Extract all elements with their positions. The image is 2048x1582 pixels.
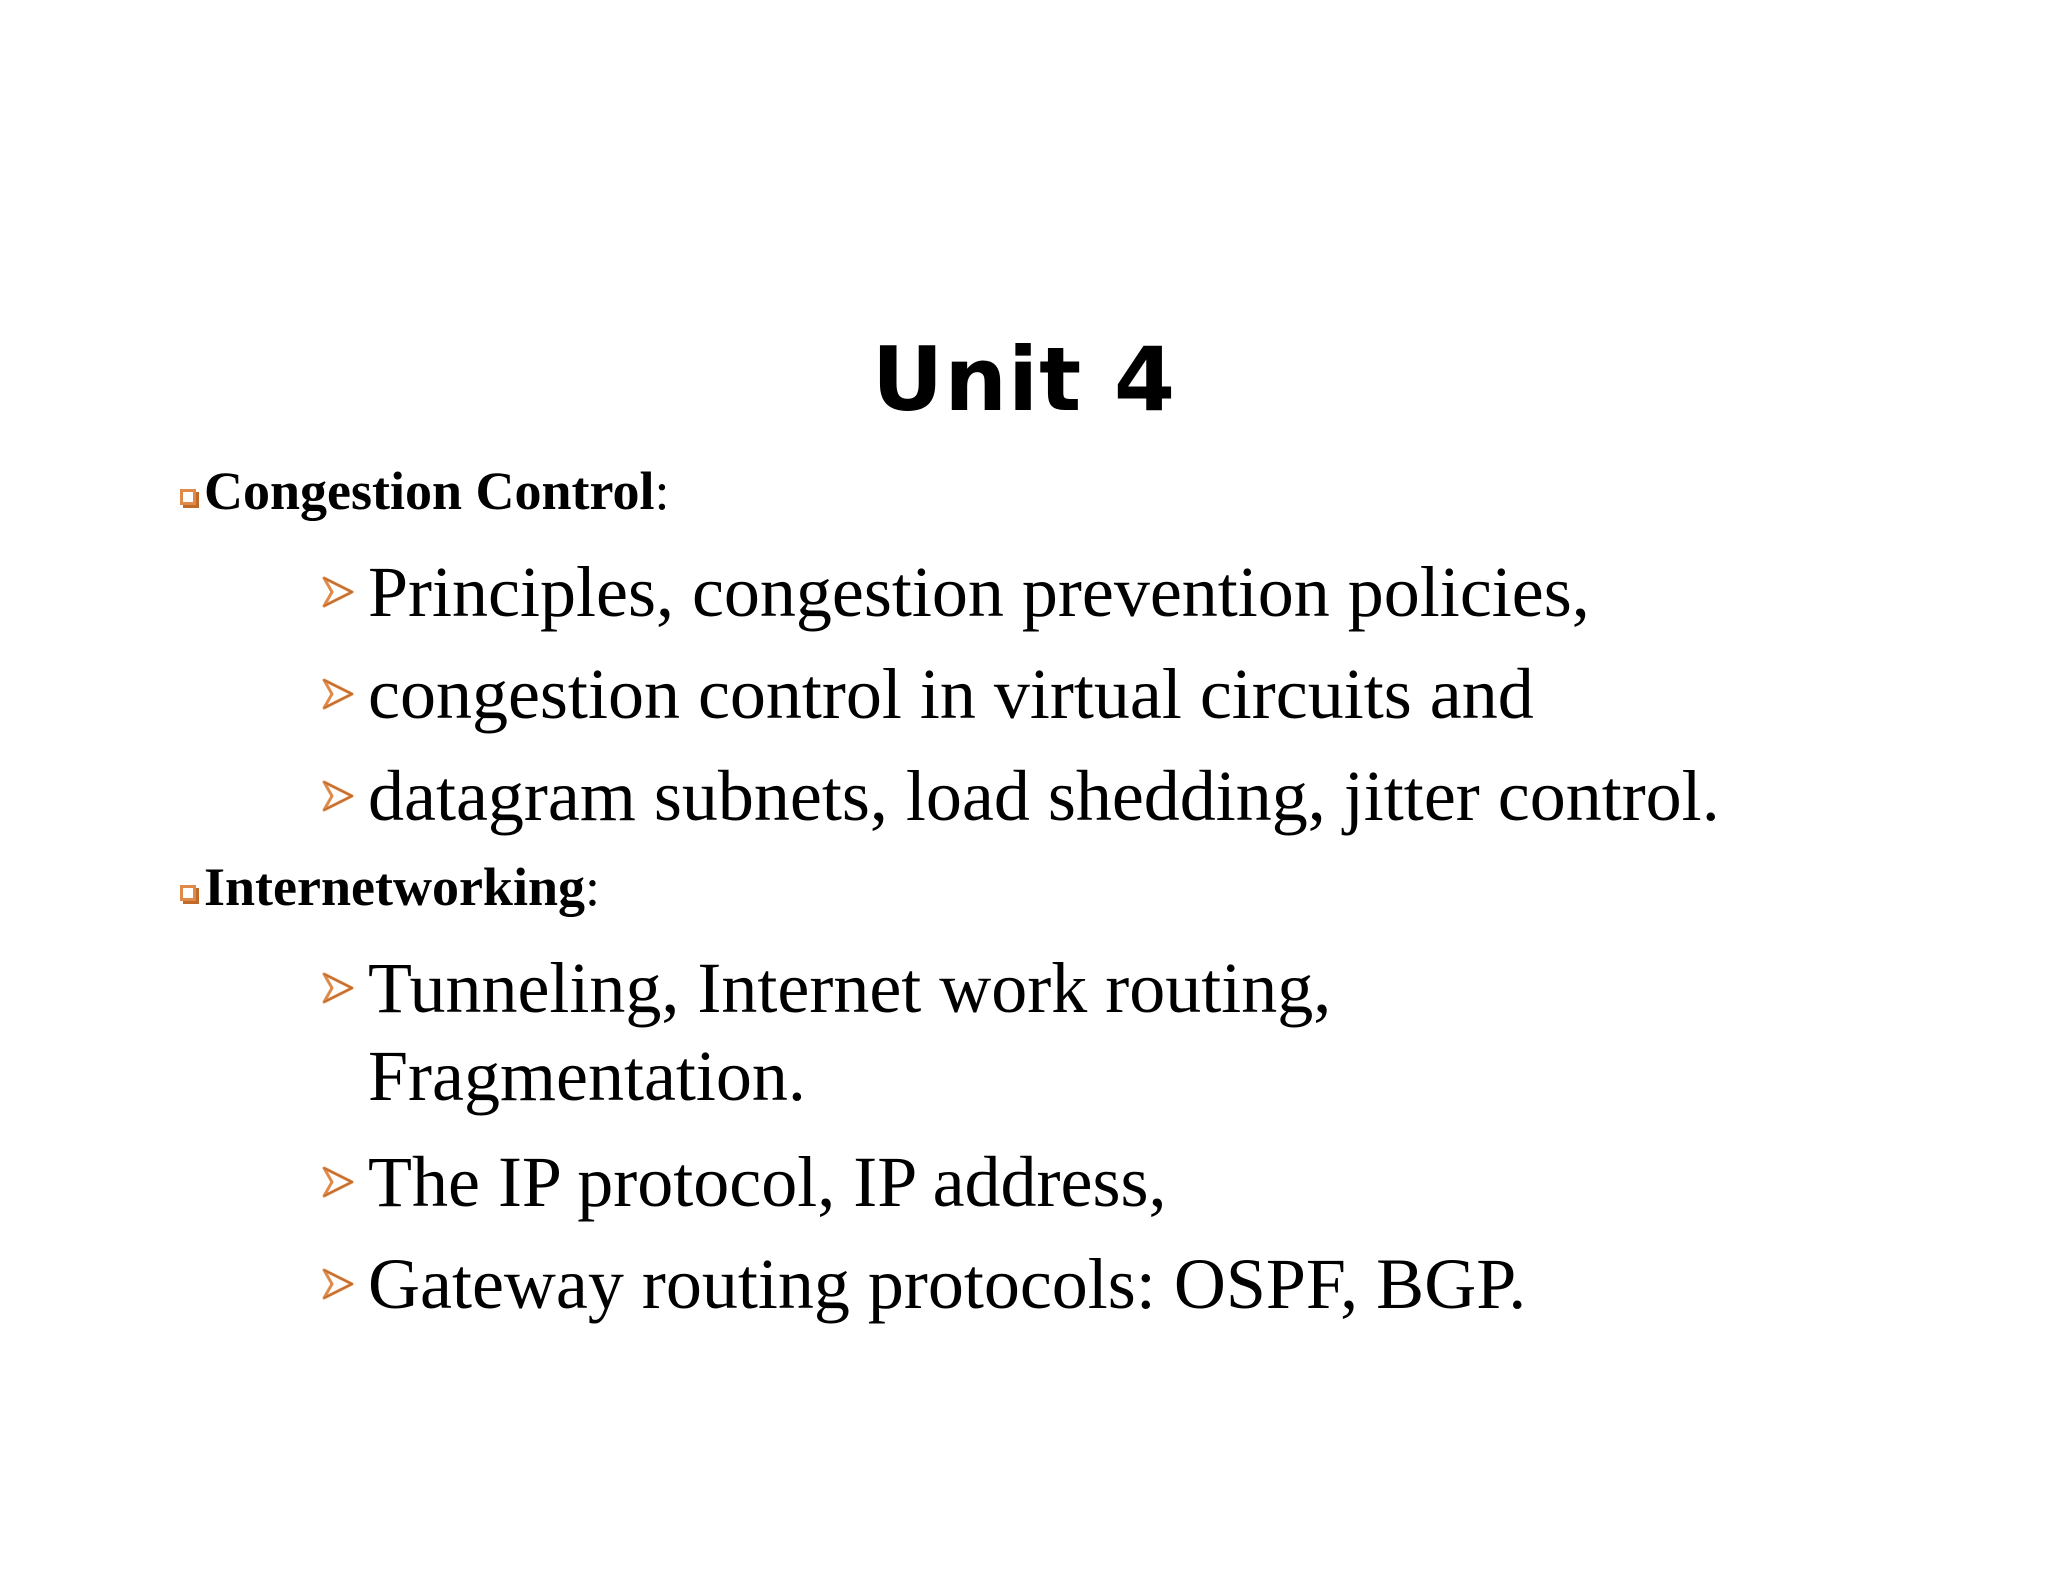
list-item xyxy=(320,548,1590,636)
list-item xyxy=(320,752,1720,840)
section-heading-internetworking xyxy=(180,856,600,918)
arrow-bullet-icon xyxy=(320,1266,360,1302)
section-heading-congestion-control xyxy=(180,460,670,522)
slide-title: Unit 4 xyxy=(871,328,1177,431)
list-item-text: The IP protocol, IP address, xyxy=(368,1142,1167,1222)
arrow-bullet-icon xyxy=(320,1164,360,1200)
square-bullet-icon xyxy=(180,885,196,901)
list-item xyxy=(320,650,1534,738)
section-heading-label: Congestion Control xyxy=(204,461,655,521)
list-item xyxy=(320,1138,1167,1226)
section-heading-label: Internetworking xyxy=(204,857,585,917)
section-heading-suffix: : xyxy=(654,461,670,521)
arrow-bullet-icon xyxy=(320,574,360,610)
square-bullet-icon xyxy=(180,489,196,505)
arrow-bullet-icon xyxy=(320,970,360,1006)
list-item-text: datagram subnets, load shedding, jitter control. xyxy=(368,756,1720,836)
list-item-text: Gateway routing protocols: OSPF, BGP. xyxy=(368,1244,1527,1324)
list-item-text: congestion control in virtual circuits and xyxy=(368,654,1534,734)
section-heading-suffix: : xyxy=(584,857,600,917)
list-item xyxy=(320,944,1331,1032)
arrow-bullet-icon xyxy=(320,778,360,814)
list-item-text: Principles, congestion prevention policies, xyxy=(368,552,1590,632)
list-item xyxy=(320,1240,1526,1328)
list-item-text: Tunneling, Internet work routing, xyxy=(368,948,1332,1028)
arrow-bullet-icon xyxy=(320,676,360,712)
list-item-continuation: Fragmentation. xyxy=(368,1036,806,1116)
